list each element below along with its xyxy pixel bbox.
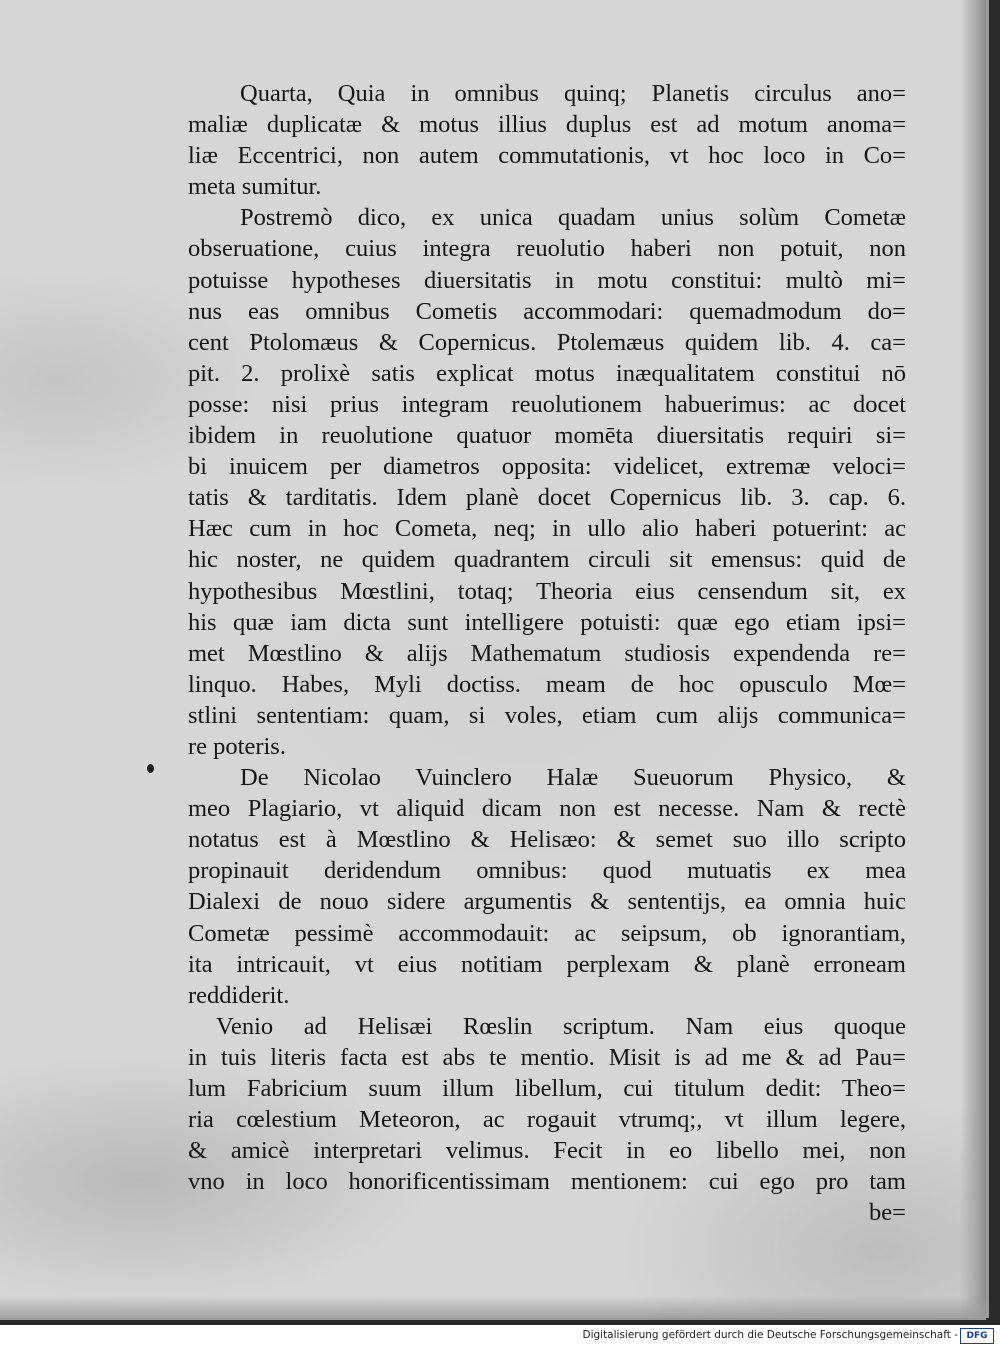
catchword: be= [869, 1199, 906, 1227]
funding-notice: Digitalisierung gefördert durch die Deutsche Forschungsgemeinschaft - [582, 1329, 958, 1341]
page-text [188, 78, 906, 1228]
text-line: potuisse hypotheses diuersitatis in motu constitui: multò mi= [188, 266, 906, 294]
text-line: cent Ptolomæus & Copernicus. Ptolemæus quidem lib. 4. ca= [188, 328, 906, 356]
text-line: tatis & tarditatis. Idem planè docet Copernicus lib. 3. cap. 6. [188, 484, 906, 512]
text-line: meta sumitur. [188, 173, 322, 201]
text-line: met Mœstlino & alijs Mathematum studiosis expendenda re= [188, 639, 906, 667]
text-line: linquo. Habes, Myli doctiss. meam de hoc opusculo Mœ= [188, 670, 906, 698]
ink-speck [147, 764, 154, 773]
text-line: in tuis literis facta est abs te mentio. Misit is ad me & ad Pau= [188, 1043, 906, 1071]
text-line: obseruatione, cuius integra reuolutio haberi non potuit, non [188, 235, 906, 263]
text-line: liæ Eccentrici, non autem commutationis, vt hoc loco in Co= [188, 142, 906, 170]
text-line: ibidem in reuolutione quatuor momēta diuersitatis requiri si= [188, 422, 906, 450]
text-line: hypothesibus Mœstlini, totaq; Theoria eius censendum sit, ex [188, 577, 906, 605]
text-line: De Nicolao Vuinclero Halæ Sueuorum Physico, & [240, 764, 906, 792]
text-line: Cometæ pessimè accommodauit: ac seipsum, ob ignorantiam, [188, 919, 906, 947]
text-line: pit. 2. prolixè satis explicat motus inæqualitatem constitui nō [188, 359, 906, 387]
page-bottom-shadow [0, 1296, 986, 1320]
text-line: notatus est à Mœstlino & Helisæo: & semet suo illo scripto [188, 826, 906, 854]
text-line: hic noster, ne quidem quadrantem circuli sit emensus: quid de [188, 546, 906, 574]
text-line: his quæ iam dicta sunt intelligere potuisti: quæ ego etiam ipsi= [188, 608, 906, 636]
text-line: reddiderit. [188, 981, 290, 1009]
text-line: nus eas omnibus Cometis accommodari: quemadmodum do= [188, 297, 906, 325]
text-line: Postremò dico, ex unica quadam unius solùm Cometæ [240, 204, 906, 232]
text-line: ria cœlestium Meteoron, ac rogauit vtrumq;, vt illum legere, [188, 1106, 906, 1134]
text-line: Quarta, Quia in omnibus quinq; Planetis circulus ano= [240, 80, 906, 107]
text-line: lum Fabricium suum illum libellum, cui titulum dedit: Theo= [188, 1075, 906, 1102]
text-line: stlini sententiam: quam, si voles, etiam cum alijs communica= [188, 701, 906, 729]
text-line: meo Plagiario, vt aliquid dicam non est necesse. Nam & rectè [188, 795, 906, 823]
digitization-footer [0, 1326, 1000, 1346]
page-edge-shadow [960, 0, 986, 1318]
text-line: vno in loco honorificentissimam mentionem: cui ego pro tam [188, 1168, 906, 1196]
text-line: bi inuicem per diametros opposita: videlicet, extremæ veloci= [188, 453, 906, 481]
text-line: & amicè interpretari velimus. Fecit in eo libello mei, non [188, 1137, 906, 1165]
text-line: Venio ad Helisæi Rœslin scriptum. Nam eius quoque [216, 1012, 906, 1040]
text-line: propinauit deridendum omnibus: quod mutuatis ex mea [188, 857, 906, 885]
dfg-logo: DFG [960, 1328, 994, 1344]
text-line: Hæc cum in hoc Cometa, neq; in ullo alio haberi potuerint: ac [188, 515, 906, 543]
text-line: re poteris. [188, 732, 286, 760]
text-line: maliæ duplicatæ & motus illius duplus est ad motum anoma= [188, 111, 906, 139]
text-line: ita intricauit, vt eius notitiam perplexam & planè erroneam [188, 950, 906, 978]
text-line: posse: nisi prius integram reuolutionem habuerimus: ac docet [188, 390, 906, 418]
text-line: Dialexi de nouo sidere argumentis & sententijs, ea omnia huic [188, 888, 906, 916]
